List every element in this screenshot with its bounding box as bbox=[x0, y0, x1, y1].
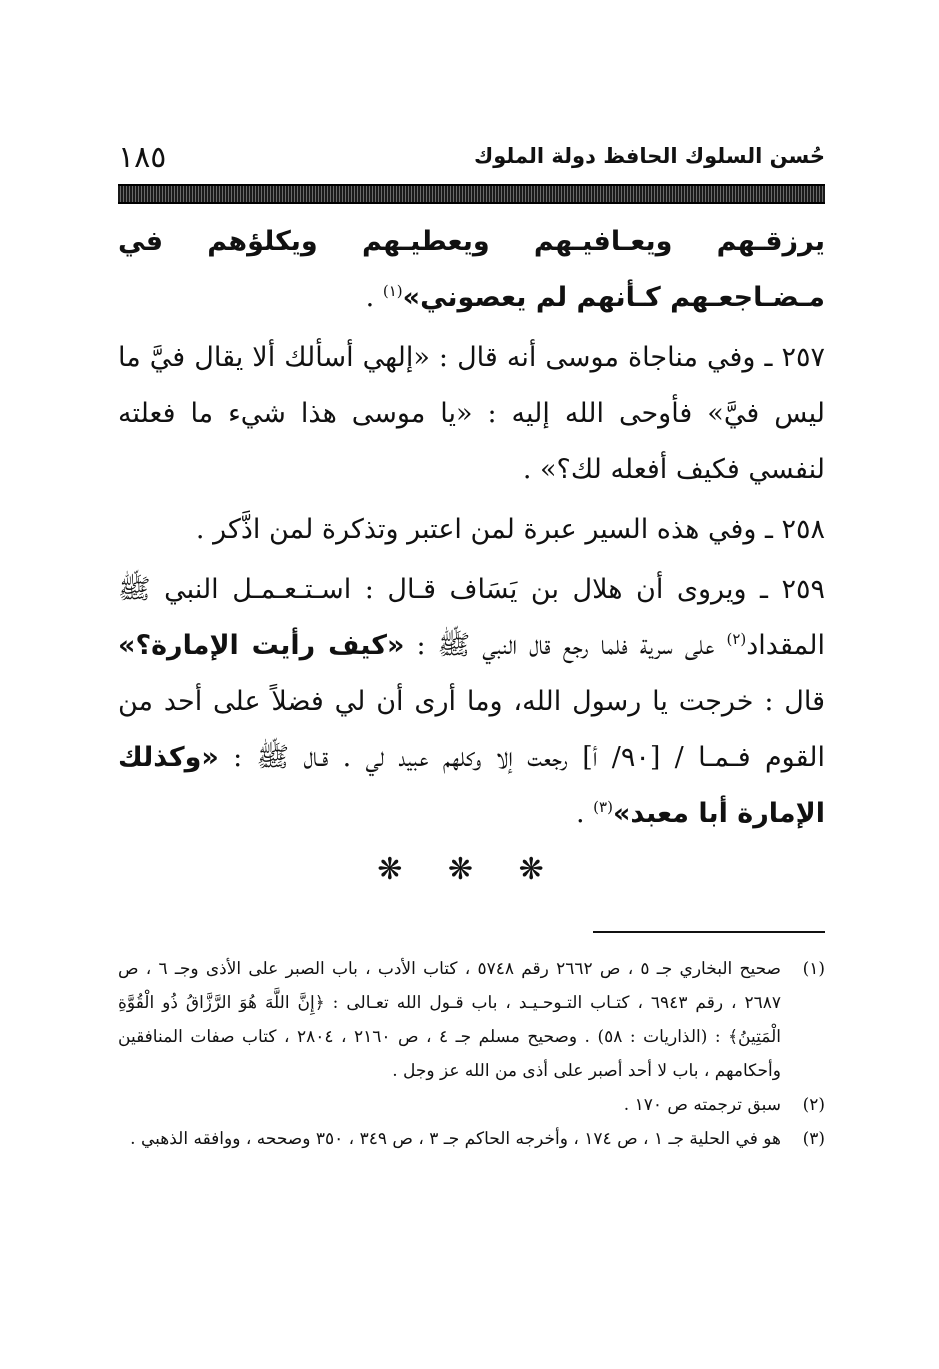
paragraph-259-part-b: على سرية فلما رجع قال النبي ﷺ : bbox=[404, 630, 727, 661]
paragraph-259 bbox=[118, 562, 825, 842]
paragraph-258: ٢٥٨ ـ وفي هذه السير عبرة لمن اعتبر وتذكرة لمن اذَّكر . bbox=[195, 514, 825, 545]
paragraph-257: ٢٥٧ ـ وفي مناجاة موسى أنه قال : «إلهي أسألك ألا يقال فيَّ ما ليس فيَّ» فأوحى الله إليه : «يا موسى هذا شيء ما فعلته لنفسي فكيف أفعله لك؟» . bbox=[118, 342, 825, 485]
footnote-3 bbox=[118, 1122, 825, 1156]
header-rule bbox=[118, 184, 825, 204]
section-separator: ❋ ❋ ❋ bbox=[377, 852, 562, 887]
quote-bold: «وكذلك الإمارة أبا معبد» bbox=[118, 742, 825, 829]
footnote-mark: (٣) bbox=[802, 1129, 825, 1149]
quote-bold: يرزقـهم ويعـافيـهم ويعطيـهم ويكلؤهم في مـضـاجعـهم كـأنهم لم يعصوني» bbox=[118, 226, 825, 313]
footnote-mark: (٢) bbox=[802, 1095, 825, 1115]
footnote-2 bbox=[118, 1088, 825, 1122]
footnote-text: صحيح البخاري جـ ٥ ، ص ٢٦٦٢ رقم ٥٧٤٨ ، كتاب الأدب ، باب الصبر على الأذى وجـ ٦ ، ص ٢٦٨٧ ، رقم ٦٩٤٣ ، كتـاب التـوحـيـد ، باب قـول الله تعـالى : ﴿إِنَّ اللَّهَ هُوَ الرَّزَّاقُ ذُو الْقُوَّةِ الْمَتِينُ﴾ : (الذاريات : ٥٨) . وصحيح مسلم جـ ٤ ، ص ٢١٦٠ ، ٢٨٠٤ ، كتاب صفات المنافقين وأحكامهم ، باب لا أحد أصبر على أذى من الله عز وجل . bbox=[118, 959, 781, 1081]
quote-bold: «كيف رأيت الإمارة؟» bbox=[118, 630, 405, 661]
footnote-1 bbox=[118, 952, 825, 1088]
main-text bbox=[118, 214, 825, 846]
paragraph-259-part-c: قال : خرجت يا رسول الله، وما أرى أن لي فضلاً على أحد من القوم فـمـا / [٩٠/ أ] رجعت إلا وكلهم عبيد لي . قـال ﷺ : bbox=[118, 686, 825, 773]
paragraph-continuation bbox=[118, 214, 825, 326]
footnote-text: هو في الحلية جـ ١ ، ص ١٧٤ ، وأخرجه الحاكم جـ ٣ ، ص ٣٤٩ ، ٣٥٠ وصححه ، ووافقه الذهبي . bbox=[130, 1129, 781, 1149]
paragraph-end: . bbox=[576, 798, 594, 829]
paragraph-end: . bbox=[365, 282, 383, 313]
footnotes bbox=[118, 952, 825, 1156]
footnote-text: سبق ترجمته ص ١٧٠ . bbox=[623, 1095, 781, 1115]
footnote-mark: (١) bbox=[802, 959, 825, 979]
footnote-ref: (٣) bbox=[593, 798, 613, 816]
page-header bbox=[118, 140, 825, 180]
running-title: حُسن السلوك الحافظ دولة الملوك bbox=[473, 144, 825, 168]
paragraph-259-part-a: ٢٥٩ ـ ويروى أن هلال بن يَسَاف قـال : اسـتـعـمـل النبي ﷺ المقداد bbox=[118, 574, 825, 661]
footnote-ref: (٢) bbox=[726, 630, 747, 648]
footnote-ref: (١) bbox=[382, 282, 403, 300]
footnote-rule bbox=[593, 931, 825, 933]
page-number: ١٨٥ bbox=[118, 140, 167, 175]
